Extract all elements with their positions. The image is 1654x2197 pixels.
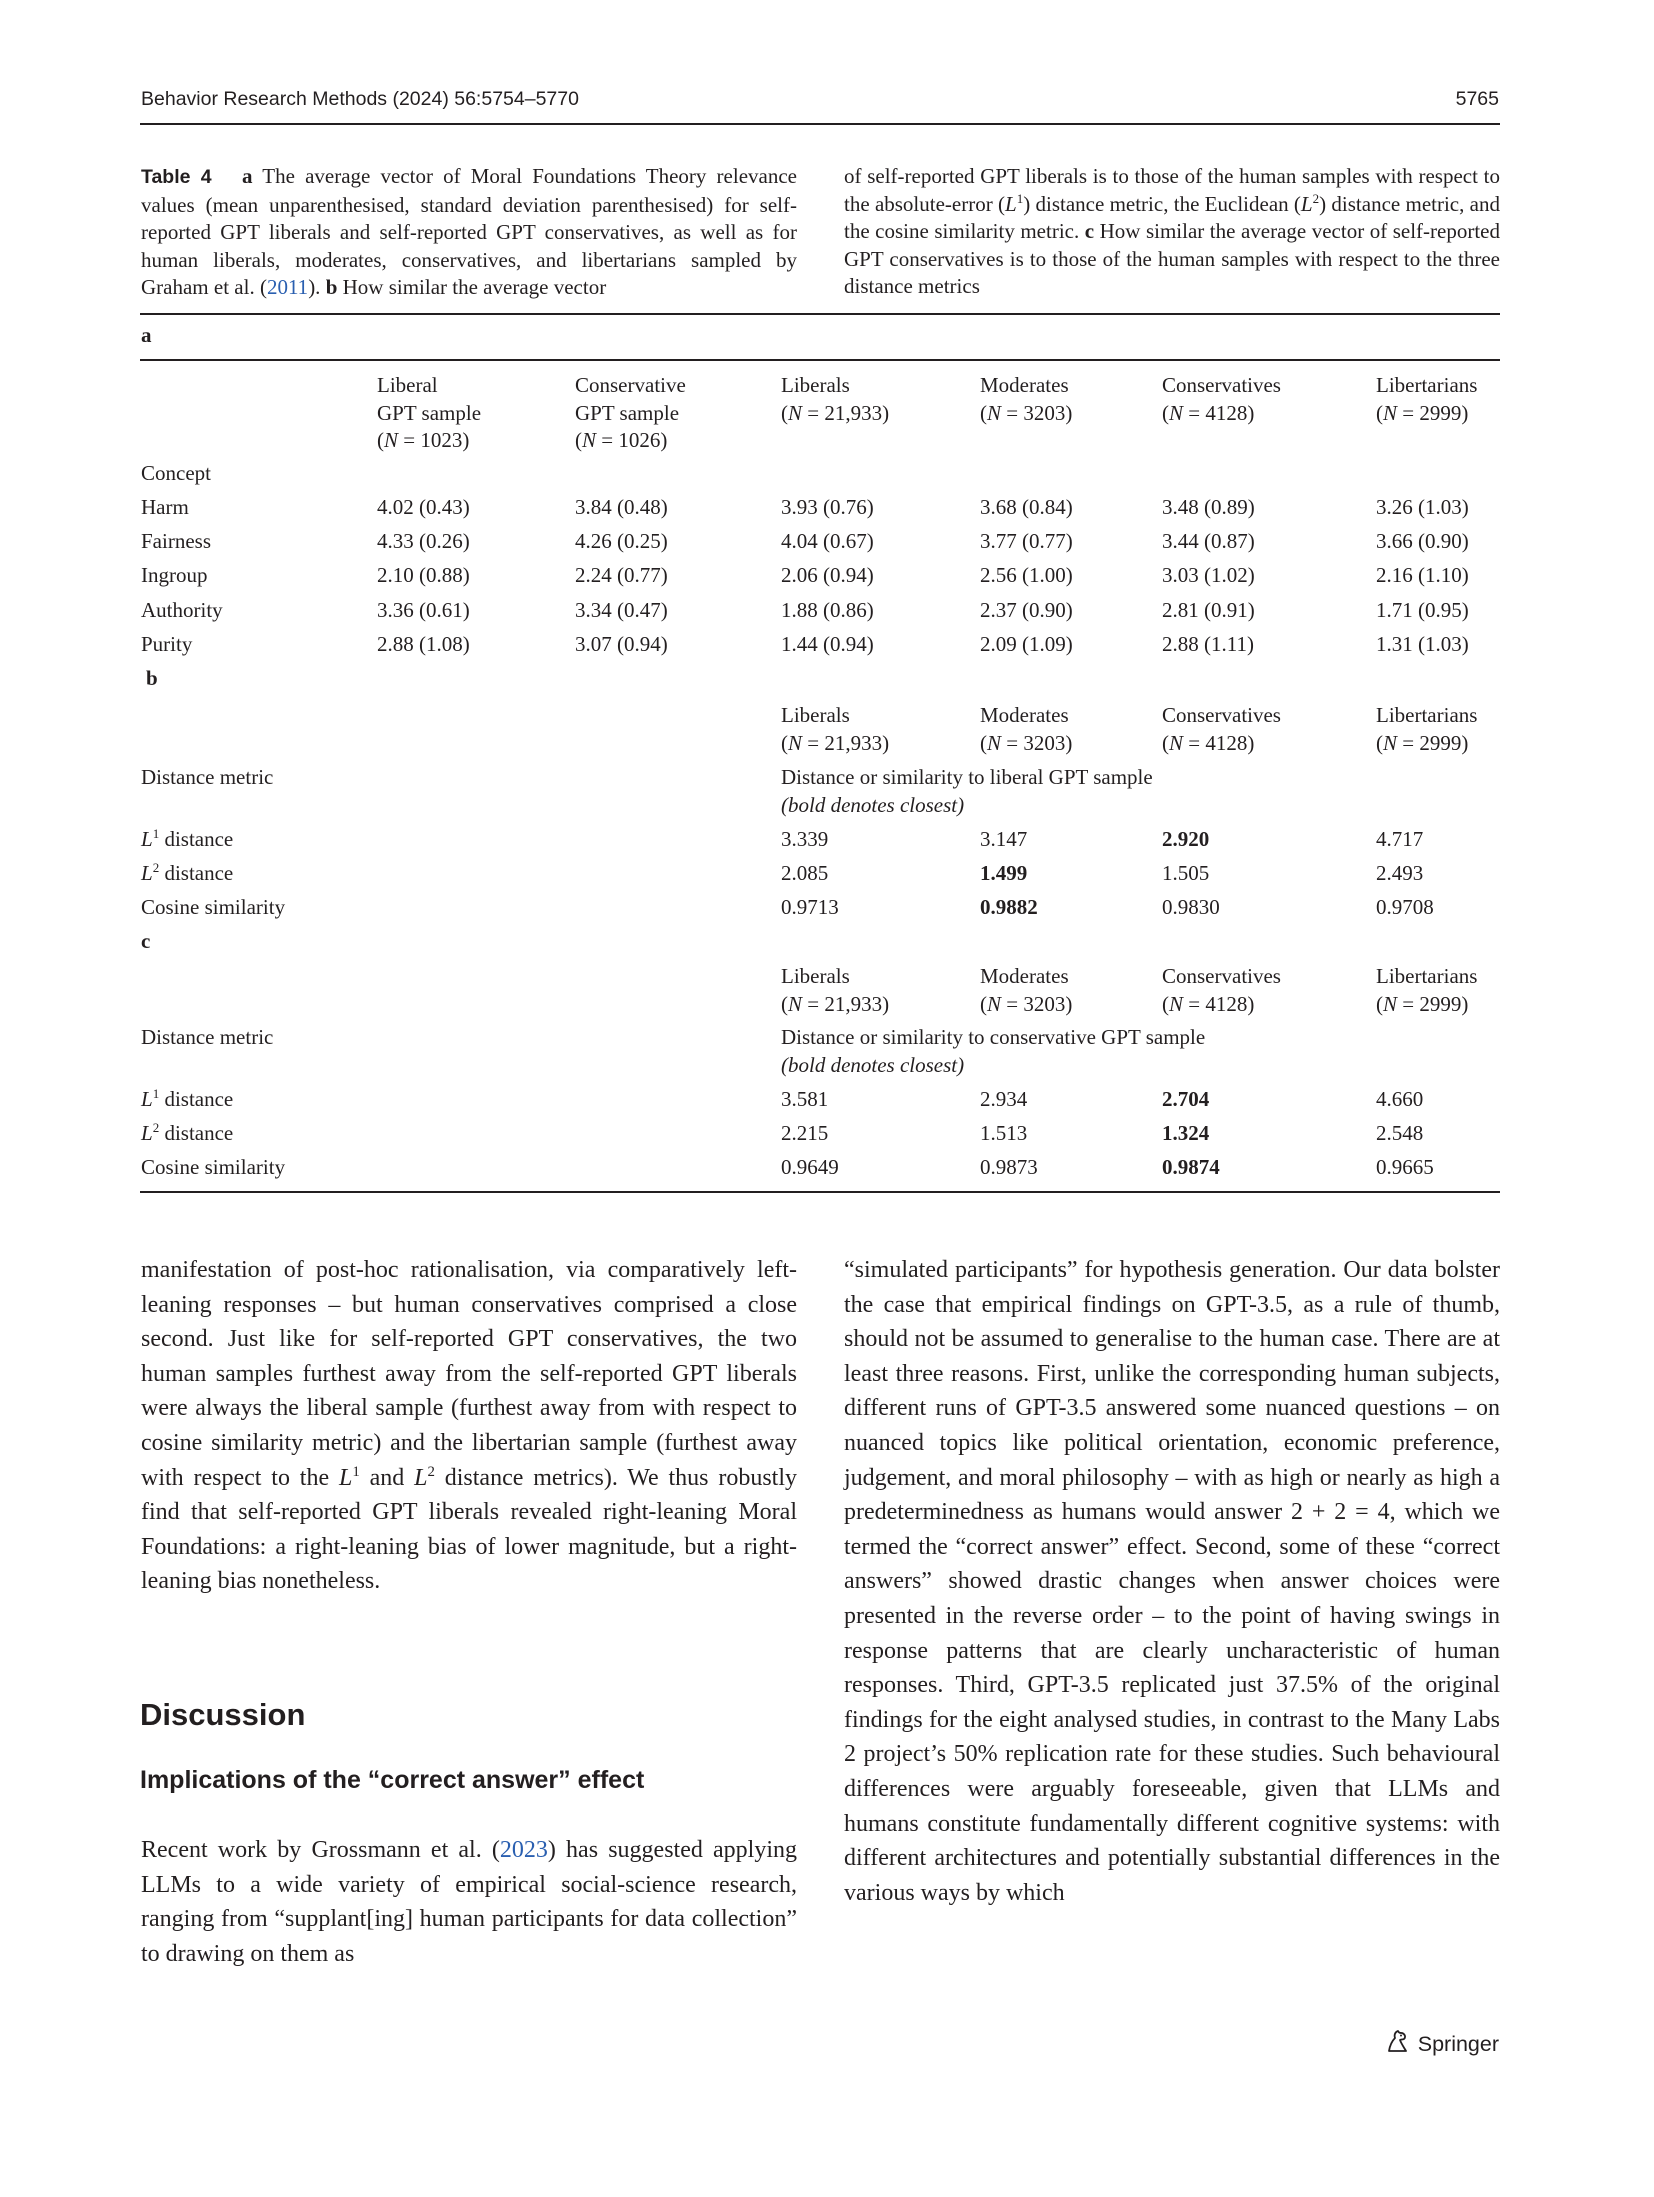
table-cell: 2.88 (1.11) xyxy=(1162,632,1254,656)
running-header-page-number: 5765 xyxy=(1455,88,1499,110)
table-part-c-label: c xyxy=(141,929,151,953)
table-cell: 3.26 (1.03) xyxy=(1376,495,1469,519)
table-cell-closest: 1.499 xyxy=(980,861,1028,885)
table-cell: 4.26 (0.25) xyxy=(575,529,668,553)
row-label: Ingroup xyxy=(141,563,208,587)
math-L: L xyxy=(1005,191,1017,216)
table-cell: 2.16 (1.10) xyxy=(1376,563,1469,587)
body-paragraph: Recent work by Grossmann et al. (2023) has suggested applying LLMs to a wide variety of empirical social-science research, ranging from “supplant[ing] human participants for data collection” to drawing on them as xyxy=(141,1837,798,1967)
table-cell: 1.71 (0.95) xyxy=(1376,598,1469,622)
caption-text: of self-reported GPT liberals is to those of the human samples with respect to the absolute-error ( xyxy=(844,164,1500,216)
table-cell: 1.88 (0.86) xyxy=(781,598,874,622)
table-cell: 3.34 (0.47) xyxy=(575,598,668,622)
table-b-col-header: Libertarians (N = 2999) xyxy=(1376,703,1478,755)
caption-text: ). xyxy=(308,275,326,299)
table-c-col-header: Conservatives (N = 4128) xyxy=(1162,964,1281,1016)
table-cell: 3.03 (1.02) xyxy=(1162,563,1255,587)
header-divider xyxy=(140,123,1500,125)
row-label: Authority xyxy=(141,598,223,622)
body-column-right xyxy=(844,1253,1500,1910)
caption-text: How similar the average vector of self-reported GPT conservatives is to those of the human samples with respect to the three distance metrics xyxy=(844,219,1501,298)
table-c-spanning-header: Distance or similarity to conservative GPT sample (bold denotes closest) xyxy=(781,1025,1206,1077)
math-L: L xyxy=(414,1464,428,1491)
table-part-a-label: a xyxy=(141,323,152,347)
publisher-name: Springer xyxy=(1417,2031,1499,2056)
table-cell: 1.31 (1.03) xyxy=(1376,632,1469,656)
row-label: $L^2$ distance xyxy=(141,1120,234,1145)
table-cell: 2.548 xyxy=(1376,1121,1424,1145)
table-b-col-header: Conservatives (N = 4128) xyxy=(1162,703,1281,755)
caption-part-c-label: c xyxy=(1084,219,1095,243)
table-cell: 3.68 (0.84) xyxy=(980,495,1073,519)
table-cell: 0.9708 xyxy=(1376,895,1434,919)
table-cell: 2.09 (1.09) xyxy=(980,632,1073,656)
table-c-col-header: Moderates (N = 3203) xyxy=(980,964,1073,1016)
caption-text: The average vector of Moral Foundations Theory relevance values (mean unparenthesised, standard deviation parenthesised) for self-reported GPT liberals and self-reported GPT conservatives, as well as for human liberals, moderates, conservatives, and libertarians sampled by Graham et al. ( xyxy=(141,164,797,299)
row-label: Harm xyxy=(141,495,189,519)
row-label: $L^2$ distance xyxy=(141,860,234,885)
table-cell: 3.581 xyxy=(781,1087,829,1111)
table-b-col-header: Moderates (N = 3203) xyxy=(980,703,1073,755)
table-b-col-header: Liberals (N = 21,933) xyxy=(781,703,890,755)
table-cell: 4.717 xyxy=(1376,827,1424,851)
table-cell: 2.88 (1.08) xyxy=(377,632,470,656)
table-cell: 4.33 (0.26) xyxy=(377,529,470,553)
citation-link-2011[interactable]: 2011 xyxy=(266,275,309,299)
table-part-b-label: b xyxy=(146,666,158,690)
table-cell: 4.02 (0.43) xyxy=(377,495,470,519)
subsection-heading: Implications of the “correct answer” effect xyxy=(140,1766,645,1794)
table-a-col-header: Libertarians (N = 2999) xyxy=(1376,373,1478,425)
table-cell-closest: 1.324 xyxy=(1162,1121,1210,1145)
table-cell: 3.44 (0.87) xyxy=(1162,529,1255,553)
math-L: L xyxy=(338,1464,353,1491)
table-cell: 1.505 xyxy=(1162,861,1210,885)
table-header-rule xyxy=(140,359,1500,361)
table-cell: 0.9665 xyxy=(1376,1155,1434,1179)
section-heading: Discussion xyxy=(140,1697,306,1732)
table-cell: 2.37 (0.90) xyxy=(980,598,1073,622)
math-superscript: 1 xyxy=(352,1463,360,1480)
table-c-col-header: Liberals (N = 21,933) xyxy=(781,964,890,1016)
math-L: L xyxy=(1300,191,1313,216)
table-cell: 2.215 xyxy=(781,1121,829,1145)
table-cell: 2.56 (1.00) xyxy=(980,563,1073,587)
table-cell-closest: 2.920 xyxy=(1162,827,1210,851)
caption-text: ) distance metric, and the cosine similarity metric. xyxy=(844,191,1500,243)
table-a-col-header: Conservative GPT sample (N = 1026) xyxy=(575,373,686,452)
table-cell: 3.07 (0.94) xyxy=(575,632,668,656)
table-a-col-header: Moderates (N = 3203) xyxy=(980,373,1073,425)
table-cell: 3.77 (0.77) xyxy=(980,529,1073,553)
caption-part-a-label: a xyxy=(242,164,253,188)
table-cell: 1.513 xyxy=(980,1121,1028,1145)
row-label: Purity xyxy=(141,632,193,656)
table-caption-col2 xyxy=(844,163,1500,301)
math-superscript: 1 xyxy=(1016,190,1024,206)
row-label: Fairness xyxy=(141,529,211,553)
math-superscript: 2 xyxy=(1312,190,1320,206)
table-cell-closest: 2.704 xyxy=(1162,1087,1210,1111)
body-paragraph: “simulated participants” for hypothesis generation. Our data bolster the case that empirical findings on GPT-3.5, as a rule of thumb, should not be assumed to generalise to the human case. There are at least three reasons. First, unlike the corresponding human subjects, different runs of GPT-3.5 answered some nuanced questions – on nuanced topics like political orientation, economic preference, judgement, and moral philosophy – with as high or nearly as high a predeterminedness as humans would answer 2 + 2 = 4, which we termed the “correct answer” effect. Second, some of these “correct answers” showed drastic changes when answer choices were presented in the reverse order – to the point of having swings in response patterns that are clearly uncharacteristic of human responses. Third, GPT-3.5 replicated just 37.5% of the original findings for the eight analysed studies, in contrast to the Many Labs 2 project’s 50% replication rate for these studies. Such behavioural differences were arguably foreseeable, given that LLMs and humans constitute fundamentally different cognitive systems: with different architectures and potentially substantial differences in the various ways by which xyxy=(844,1257,1500,1906)
body-paragraph: manifestation of post-hoc rationalisation, via comparatively left-leaning responses – but human conservatives comprised a close second. Just like for self-reported GPT conservatives, the two human samples furthest away from the self-reported GPT liberals were always the liberal sample (furthest away from with respect to cosine similarity metric) and the libertarian sample (furthest away with respect to the $L^1$ and $L^2$ distance metrics). We thus robustly find that self-reported GPT liberals revealed right-leaning Moral Foundations: a right-leaning bias of lower magnitude, but a right-leaning bias nonetheless. xyxy=(141,1257,798,1595)
table-cell: 2.81 (0.91) xyxy=(1162,598,1255,622)
table-cell: 2.10 (0.88) xyxy=(377,563,470,587)
table-cell: 1.44 (0.94) xyxy=(781,632,874,656)
table-cell: 3.339 xyxy=(781,827,829,851)
row-label: Cosine similarity xyxy=(141,895,286,919)
table-a-col-header: Conservatives (N = 4128) xyxy=(1162,373,1281,425)
table-cell: 0.9873 xyxy=(980,1155,1038,1179)
table-cell: 0.9830 xyxy=(1162,895,1220,919)
table-cell: 4.04 (0.67) xyxy=(781,529,874,553)
body-column-left-lower xyxy=(141,1833,797,1971)
table-cell: 0.9713 xyxy=(781,895,839,919)
table-c-metric-label: Distance metric xyxy=(141,1025,274,1049)
caption-part-b-label: b xyxy=(325,275,338,299)
table-c-col-header: Libertarians (N = 2999) xyxy=(1376,964,1478,1016)
table-bottom-rule xyxy=(140,1191,1500,1193)
table-cell: 3.84 (0.48) xyxy=(575,495,668,519)
table-cell: 2.06 (0.94) xyxy=(781,563,874,587)
caption-text: ) distance metric, the Euclidean ( xyxy=(1023,191,1301,216)
table-cell: 0.9649 xyxy=(781,1155,839,1179)
table-a-col-header: Liberal GPT sample (N = 1023) xyxy=(377,373,482,452)
publisher-footer xyxy=(1384,2028,1499,2060)
table-b-spanning-header: Distance or similarity to liberal GPT sample (bold denotes closest) xyxy=(781,765,1153,817)
table-cell: 3.147 xyxy=(980,827,1028,851)
table-cell: 3.48 (0.89) xyxy=(1162,495,1255,519)
table-cell-closest: 0.9874 xyxy=(1162,1155,1220,1179)
table-caption-col1 xyxy=(141,163,797,302)
row-label: $L^1$ distance xyxy=(141,1086,234,1111)
table-cell: 3.93 (0.76) xyxy=(781,495,874,519)
table-cell-closest: 0.9882 xyxy=(980,895,1038,919)
table-b-metric-label: Distance metric xyxy=(141,765,274,789)
table-cell: 2.085 xyxy=(781,861,829,885)
table-cell: 2.24 (0.77) xyxy=(575,563,668,587)
caption-text: How similar the average vector xyxy=(337,275,607,299)
table-label: Table 4 xyxy=(141,166,212,188)
table-a-col-header: Liberals (N = 21,933) xyxy=(781,373,890,425)
springer-horse-icon xyxy=(1384,2028,1410,2060)
citation-link-2023[interactable]: 2023 xyxy=(499,1837,548,1863)
table-cell: 3.36 (0.61) xyxy=(377,598,470,622)
table-a-concept-label: Concept xyxy=(141,461,211,485)
row-label: Cosine similarity xyxy=(141,1155,286,1179)
body-column-left xyxy=(141,1253,797,1599)
table-cell: 2.493 xyxy=(1376,861,1424,885)
table-cell: 4.660 xyxy=(1376,1087,1424,1111)
math-superscript: 2 xyxy=(427,1463,435,1480)
table-cell: 2.934 xyxy=(980,1087,1028,1111)
row-label: $L^1$ distance xyxy=(141,826,234,851)
running-header-journal: Behavior Research Methods (2024) 56:5754–5770 xyxy=(141,88,579,110)
table-cell: 3.66 (0.90) xyxy=(1376,529,1469,553)
table-top-rule xyxy=(140,313,1500,315)
